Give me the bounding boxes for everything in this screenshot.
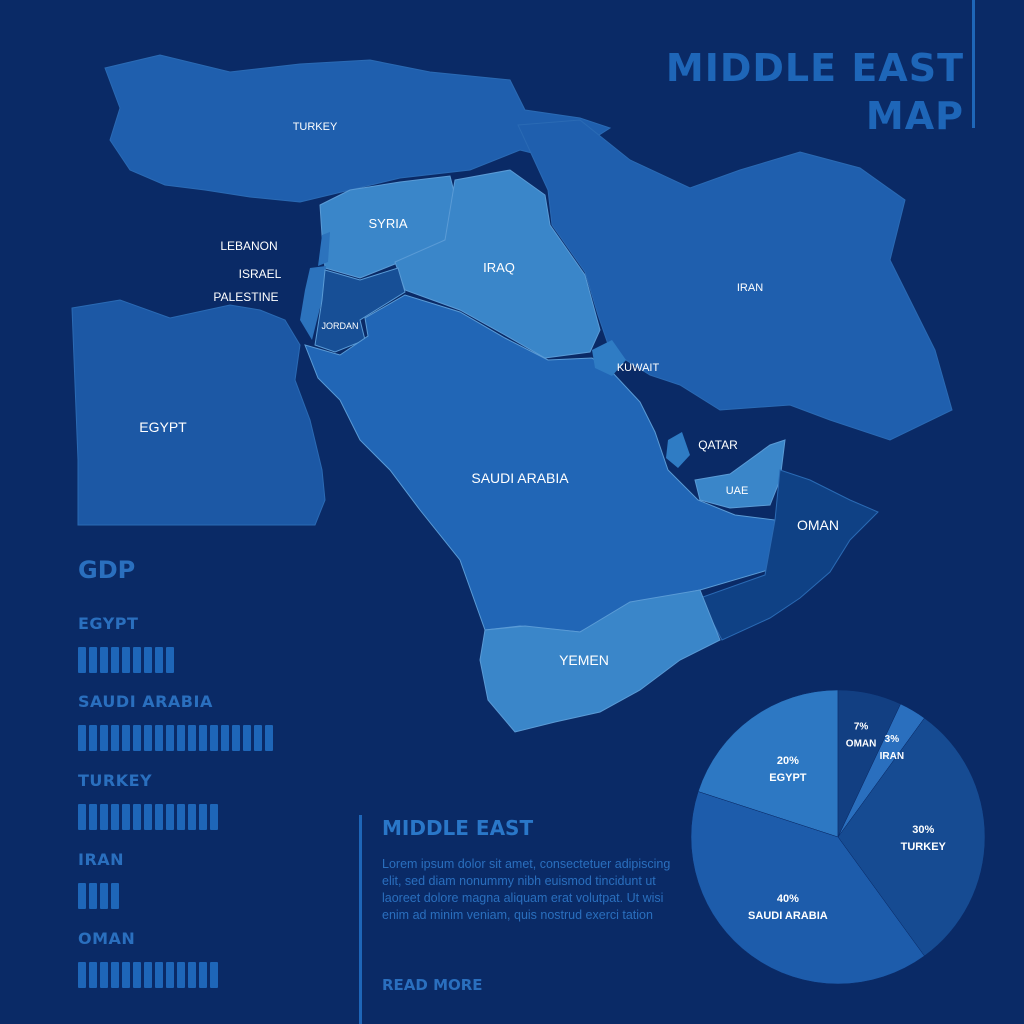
gdp-bar-segment bbox=[166, 804, 174, 830]
gdp-bar-segment bbox=[155, 804, 163, 830]
map-label-turkey: TURKEY bbox=[292, 121, 338, 133]
map-label-yemen: YEMEN bbox=[559, 652, 609, 668]
gdp-bar-segment bbox=[89, 804, 97, 830]
gdp-bar-segment bbox=[210, 804, 218, 830]
gdp-bar-segment bbox=[111, 647, 119, 673]
gdp-bar-segment bbox=[188, 804, 196, 830]
map-label-iraq: IRAQ bbox=[483, 260, 515, 275]
pie-slice-label: SAUDI ARABIA bbox=[748, 909, 828, 922]
map-label-palestine: PALESTINE bbox=[213, 290, 279, 304]
pie-slice-label: OMAN bbox=[845, 738, 877, 750]
pie-percent-label: 30% bbox=[912, 824, 935, 836]
gdp-bar-segment bbox=[155, 647, 163, 673]
gdp-bar-segment bbox=[155, 725, 163, 751]
gdp-bar bbox=[78, 647, 174, 673]
gdp-bar-segment bbox=[243, 725, 251, 751]
gdp-title: GDP bbox=[78, 556, 136, 584]
gdp-bar bbox=[78, 804, 218, 830]
gdp-bar-segment bbox=[122, 647, 130, 673]
gdp-bar-segment bbox=[100, 883, 108, 909]
gdp-bar-segment bbox=[177, 962, 185, 988]
gdp-bar-segment bbox=[133, 647, 141, 673]
middle-east-map bbox=[72, 55, 952, 732]
gdp-bar-segment bbox=[89, 883, 97, 909]
gdp-bar-segment bbox=[100, 647, 108, 673]
gdp-bar-segment bbox=[144, 962, 152, 988]
info-heading: MIDDLE EAST bbox=[382, 816, 534, 840]
map-label-qatar: QATAR bbox=[698, 438, 738, 452]
gdp-bar-segment bbox=[166, 962, 174, 988]
gdp-bar-segment bbox=[111, 725, 119, 751]
gdp-item bbox=[78, 929, 218, 988]
gdp-bar-segment bbox=[78, 725, 86, 751]
title-accent-bar bbox=[972, 0, 975, 128]
map-label-oman: OMAN bbox=[797, 517, 839, 533]
gdp-bar-segment bbox=[144, 647, 152, 673]
gdp-bar bbox=[78, 962, 218, 988]
gdp-item bbox=[78, 614, 174, 673]
gdp-bar-segment bbox=[144, 804, 152, 830]
gdp-label-turkey: TURKEY bbox=[78, 771, 153, 790]
info-divider bbox=[359, 815, 362, 1024]
gdp-bar-segment bbox=[111, 883, 119, 909]
gdp-bar-segment bbox=[111, 804, 119, 830]
gdp-bar-segment bbox=[78, 647, 86, 673]
pie-slice-label: EGYPT bbox=[769, 772, 807, 785]
gdp-bar-segment bbox=[199, 962, 207, 988]
gdp-bar-segment bbox=[265, 725, 273, 751]
gdp-bar-segment bbox=[122, 725, 130, 751]
map-label-iran: IRAN bbox=[736, 282, 764, 294]
gdp-bar-segment bbox=[78, 962, 86, 988]
page-title-line-1: MIDDLE EAST bbox=[665, 46, 964, 90]
country-qatar[interactable] bbox=[666, 432, 690, 468]
map-label-jordan: JORDAN bbox=[321, 321, 359, 331]
gdp-bar-segment bbox=[210, 725, 218, 751]
gdp-bar-segment bbox=[100, 725, 108, 751]
gdp-bar-segment bbox=[166, 647, 174, 673]
gdp-bar-segment bbox=[210, 962, 218, 988]
gdp-bar-segment bbox=[144, 725, 152, 751]
map-label-saudi-arabia: SAUDI ARABIA bbox=[471, 470, 569, 486]
gdp-item bbox=[78, 771, 218, 830]
pie-percent-label: 3% bbox=[884, 733, 900, 745]
map-label-israel: ISRAEL bbox=[238, 267, 282, 281]
gdp-bar bbox=[78, 725, 273, 751]
gdp-bar-segment bbox=[188, 962, 196, 988]
gdp-bar-segment bbox=[89, 647, 97, 673]
gdp-bar-segment bbox=[155, 962, 163, 988]
gdp-bar-segment bbox=[89, 962, 97, 988]
pie-percent-label: 7% bbox=[853, 721, 869, 733]
gdp-label-iran: IRAN bbox=[78, 850, 125, 869]
gdp-pie-chart bbox=[691, 690, 985, 984]
info-body: Lorem ipsum dolor sit amet, consectetuer adipiscing elit, sed diam nonummy nibh euismod tincidunt ut laoreet dolore magna aliquam erat volutpat. Ut wisi enim ad minim veniam, quis nostrud exerci tation bbox=[382, 857, 671, 922]
pie-slice-label: IRAN bbox=[879, 750, 905, 762]
gdp-label-saudi-arabia: SAUDI ARABIA bbox=[78, 692, 213, 711]
gdp-bar-segment bbox=[166, 725, 174, 751]
gdp-bar-segment bbox=[100, 804, 108, 830]
gdp-bar-segment bbox=[133, 725, 141, 751]
map-label-egypt: EGYPT bbox=[139, 419, 187, 435]
gdp-label-egypt: EGYPT bbox=[78, 614, 139, 633]
gdp-bar-segment bbox=[122, 962, 130, 988]
pie-percent-label: 40% bbox=[776, 892, 799, 905]
map-label-uae: UAE bbox=[725, 485, 749, 497]
pie-slice-label: TURKEY bbox=[900, 841, 946, 853]
map-label-lebanon: LEBANON bbox=[220, 239, 278, 253]
pie-percent-label: 20% bbox=[776, 755, 799, 768]
gdp-bar-segment bbox=[133, 962, 141, 988]
gdp-label-oman: OMAN bbox=[78, 929, 136, 948]
gdp-bar-segment bbox=[188, 725, 196, 751]
gdp-bar-segment bbox=[177, 725, 185, 751]
map-label-kuwait: KUWAIT bbox=[616, 362, 660, 374]
gdp-bar-segment bbox=[89, 725, 97, 751]
title-block bbox=[666, 44, 964, 140]
gdp-bar-segment bbox=[122, 804, 130, 830]
gdp-bar-segment bbox=[254, 725, 262, 751]
page-title-line-2: MAP bbox=[865, 94, 964, 138]
gdp-item bbox=[78, 692, 273, 751]
read-more-link[interactable]: READ MORE bbox=[382, 976, 483, 994]
gdp-bar-segment bbox=[111, 962, 119, 988]
country-egypt[interactable] bbox=[72, 300, 325, 525]
gdp-bar-segment bbox=[78, 883, 86, 909]
gdp-bar-segment bbox=[78, 804, 86, 830]
map-label-syria: SYRIA bbox=[368, 216, 408, 231]
gdp-bar-segment bbox=[199, 804, 207, 830]
gdp-bar-segment bbox=[133, 804, 141, 830]
gdp-item bbox=[78, 850, 124, 909]
gdp-bar-segment bbox=[221, 725, 229, 751]
gdp-bar bbox=[78, 883, 124, 909]
gdp-bar-segment bbox=[199, 725, 207, 751]
gdp-bar-segment bbox=[232, 725, 240, 751]
gdp-bar-segment bbox=[177, 804, 185, 830]
gdp-bar-segment bbox=[100, 962, 108, 988]
